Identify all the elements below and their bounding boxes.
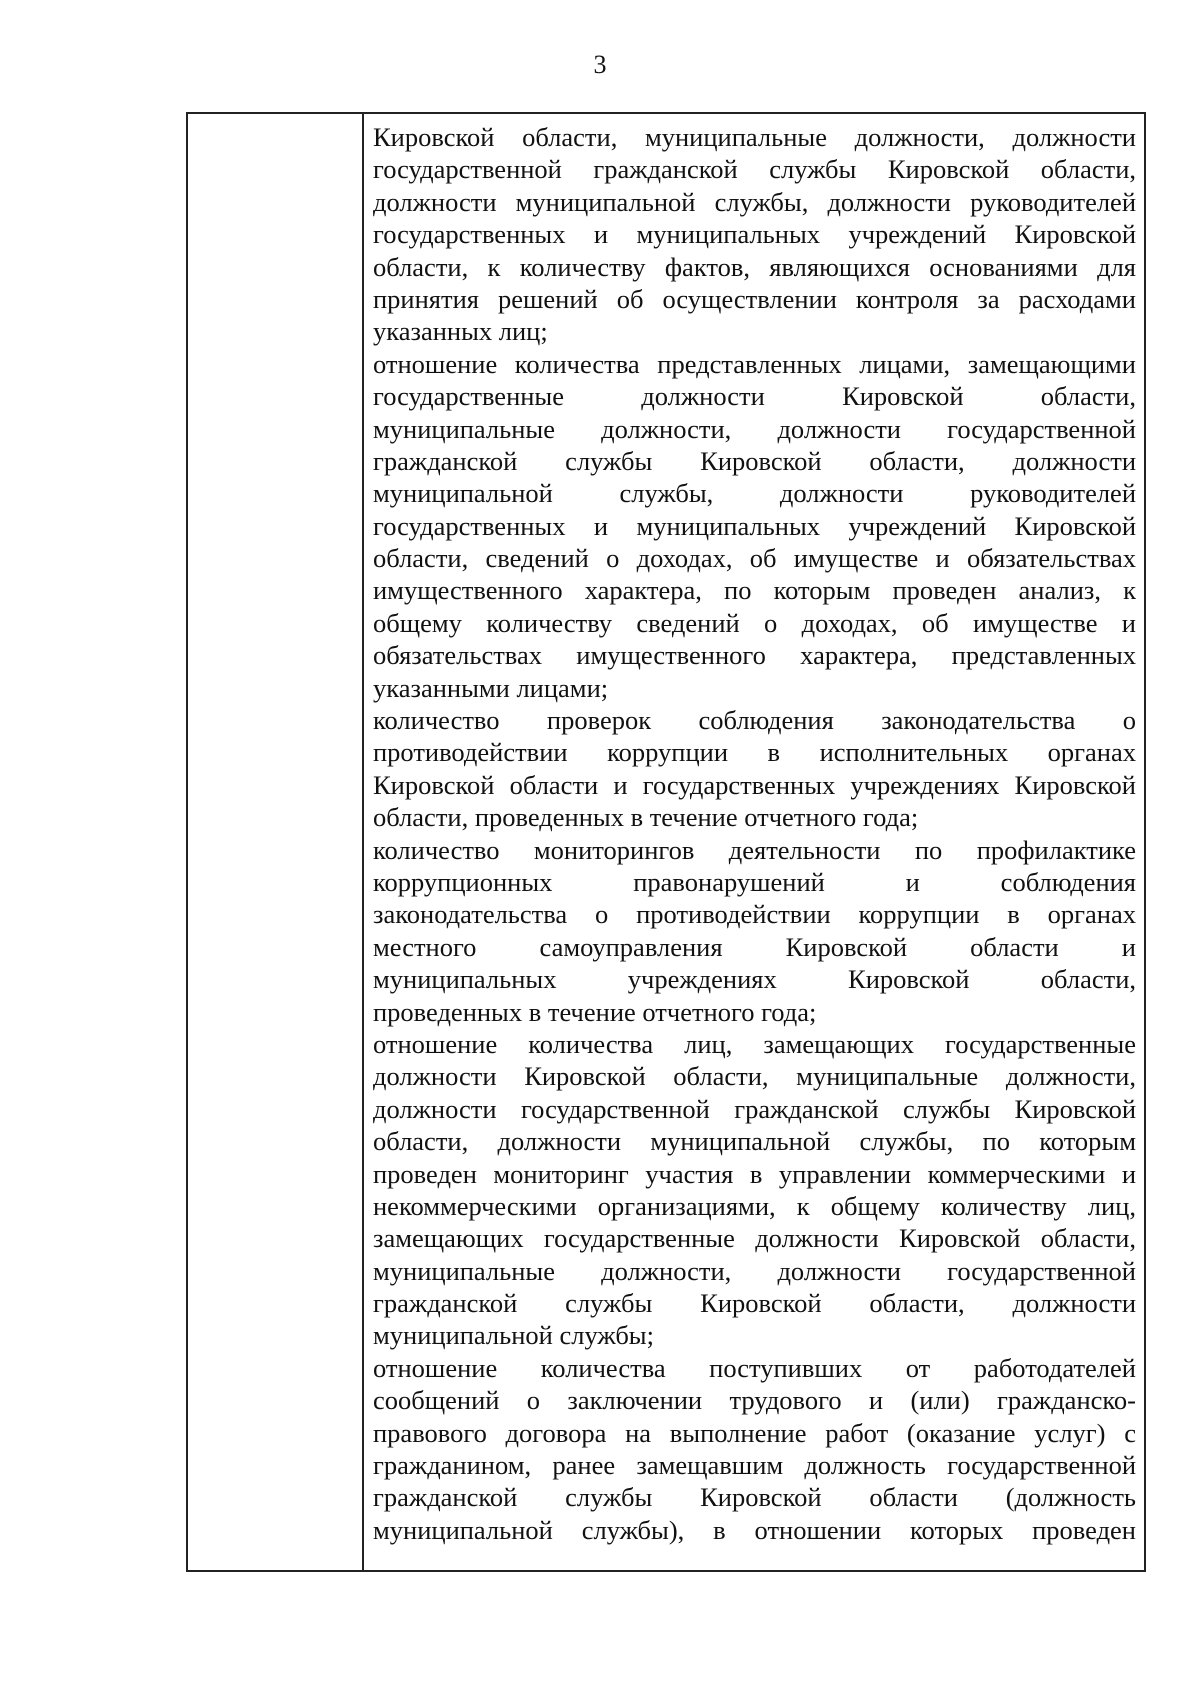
text-line: области, должности муниципальной службы, по которым bbox=[373, 1126, 1136, 1157]
text-line: проведенных в течение отчетного года; bbox=[373, 996, 817, 1027]
text-line: муниципальной службы; bbox=[373, 1320, 654, 1351]
text-line: области, к количеству фактов, являющихся основаниями для bbox=[373, 251, 1136, 282]
text-line: количество мониторингов деятельности по профилактике bbox=[373, 834, 1136, 865]
text-line: Кировской области, муниципальные должности, должности bbox=[373, 122, 1136, 152]
text-line: гражданской службы Кировской области (должность bbox=[373, 1482, 1136, 1513]
text-line: гражданином, ранее замещавшим должность государственной bbox=[373, 1450, 1136, 1481]
text-line: сообщений о заключении трудового и (или) гражданско- bbox=[373, 1385, 1136, 1416]
text-line: области, сведений о доходах, об имуществе и обязательствах bbox=[373, 543, 1136, 574]
text-line: отношение количества лиц, замещающих государственные bbox=[373, 1028, 1136, 1059]
text-line: отношение количества поступивших от работодателей bbox=[373, 1352, 1136, 1383]
text-line: указанными лицами; bbox=[373, 672, 609, 703]
text-line: коррупционных правонарушений и соблюдения bbox=[373, 866, 1136, 897]
text-line: должности Кировской области, муниципальные должности, bbox=[373, 1061, 1136, 1092]
text-line: гражданской службы Кировской области, должности bbox=[373, 1288, 1136, 1319]
page-number: 3 bbox=[593, 50, 607, 79]
text-line: гражданской службы Кировской области, должности bbox=[373, 445, 1136, 476]
document-table bbox=[186, 112, 1146, 1572]
text-line: муниципальных учреждениях Кировской области, bbox=[373, 964, 1136, 995]
text-line: муниципальной службы, должности руководителей bbox=[373, 478, 1136, 509]
text-line: имущественного характера, по которым проведен анализ, к bbox=[373, 575, 1136, 606]
text-line: должности государственной гражданской службы Кировской bbox=[373, 1093, 1136, 1124]
text-line: отношение количества представленных лицами, замещающими bbox=[373, 348, 1136, 379]
text-line: Кировской области и государственных учреждениях Кировской bbox=[373, 769, 1136, 800]
text-line: правового договора на выполнение работ (оказание услуг) с bbox=[373, 1417, 1136, 1448]
text-line: государственные должности Кировской области, bbox=[373, 381, 1136, 412]
text-line: государственных и муниципальных учреждений Кировской bbox=[373, 510, 1136, 541]
text-line: замещающих государственные должности Кировской области, bbox=[373, 1223, 1136, 1254]
text-line: количество проверок соблюдения законодательства о bbox=[373, 705, 1136, 736]
text-line: местного самоуправления Кировской области и bbox=[373, 931, 1136, 962]
text-line: принятия решений об осуществлении контроля за расходами bbox=[373, 283, 1136, 314]
text-line: области, проведенных в течение отчетного года; bbox=[373, 802, 919, 833]
text-line: проведен мониторинг участия в управлении коммерческими и bbox=[373, 1158, 1136, 1189]
text-line: государственных и муниципальных учреждений Кировской bbox=[373, 219, 1136, 250]
text-line: законодательства о противодействии коррупции в органах bbox=[373, 899, 1136, 930]
text-line: указанных лиц; bbox=[373, 316, 548, 347]
text-line: общему количеству сведений о доходах, об имуществе и bbox=[373, 607, 1136, 638]
text-line: государственной гражданской службы Кировской области, bbox=[373, 154, 1136, 185]
text-line: должности муниципальной службы, должности руководителей bbox=[373, 186, 1136, 217]
text-line: противодействии коррупции в исполнительных органах bbox=[373, 737, 1136, 768]
text-line: муниципальные должности, должности государственной bbox=[373, 1255, 1136, 1286]
text-line: муниципальные должности, должности государственной bbox=[373, 413, 1136, 444]
text-line: обязательствах имущественного характера, представленных bbox=[373, 640, 1136, 671]
table-right-cell bbox=[364, 114, 1144, 1570]
text-line: некоммерческими организациями, к общему количеству лиц, bbox=[373, 1190, 1136, 1221]
table-left-cell bbox=[188, 114, 364, 1570]
text-line: муниципальной службы), в отношении которых проведен bbox=[373, 1514, 1136, 1545]
